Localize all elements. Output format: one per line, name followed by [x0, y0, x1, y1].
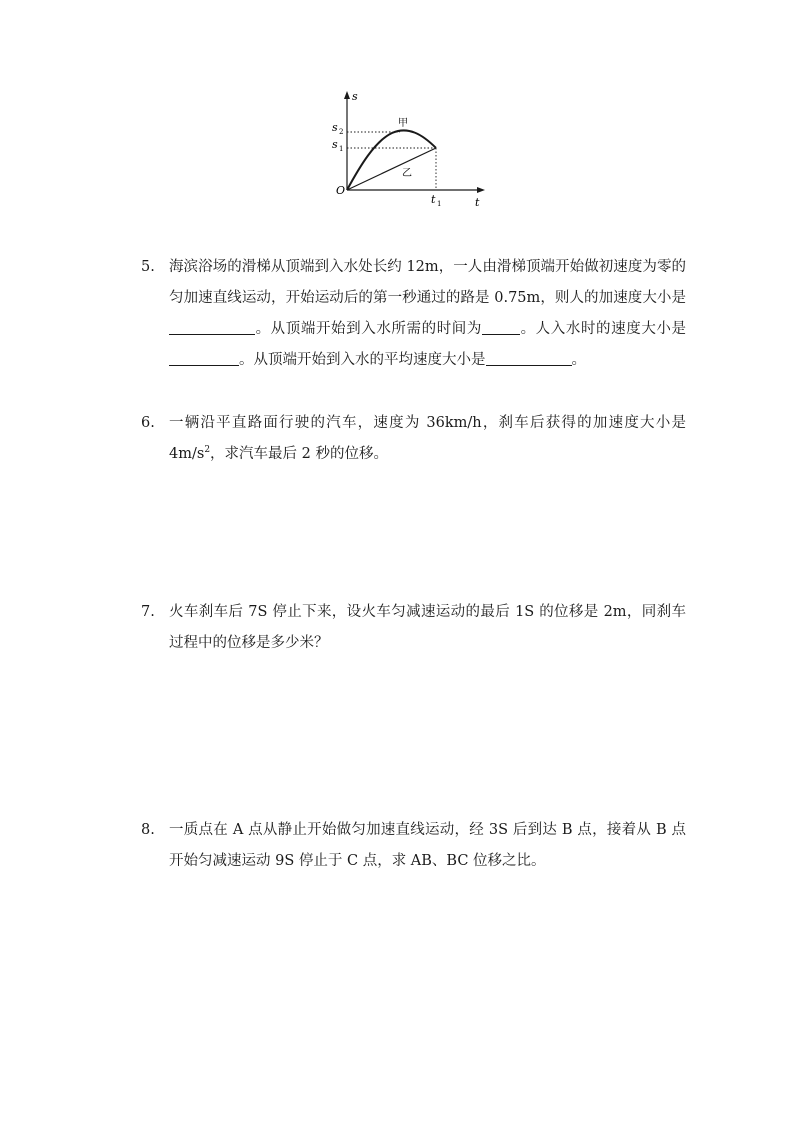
q5-text-part1: 海滨浴场的滑梯从顶端到入水处长约 12m，一人由滑梯顶端开始做初速度为零的匀加速直线运动，开始运动后的第一秒通过的路是 0.75m，则人的加速度大小是: [169, 259, 686, 306]
q6-text-part1: 一辆沿平直路面行驶的汽车，速度为 36km/h，刹车后获得的加速度大小是 4m/s: [169, 415, 686, 462]
question-6: [141, 408, 686, 470]
s1-label: s: [332, 138, 338, 151]
curve-jia: [347, 130, 436, 190]
q6-superscript: 2: [204, 445, 211, 456]
q5-text-part2: 。从顶端开始到入水所需的时间为: [255, 321, 482, 337]
q5-text-part3: 。人入水时的速度大小是: [519, 321, 687, 337]
question-number: 7.: [141, 604, 155, 620]
curve-jia-label: 甲: [398, 118, 408, 129]
question-number: 8.: [141, 822, 155, 838]
answer-blank-average-speed[interactable]: [486, 349, 572, 366]
s2-subscript: 2: [339, 128, 344, 136]
question-number: 5.: [141, 259, 155, 275]
origin-label: O: [336, 184, 346, 197]
s-t-graph: [330, 86, 490, 212]
s1-subscript: 1: [339, 145, 344, 153]
s-axis-label: s: [352, 90, 358, 103]
t-axis-arrow: [477, 187, 485, 193]
question-text: [169, 408, 686, 470]
question-5: [141, 252, 686, 376]
answer-blank-acceleration[interactable]: [169, 318, 255, 335]
t-axis-label: t: [475, 196, 480, 209]
t1-subscript: 1: [437, 200, 442, 208]
answer-blank-time[interactable]: [482, 318, 520, 335]
s-t-graph-figure: [330, 86, 490, 212]
question-number: 6.: [141, 415, 155, 431]
question-7: [141, 597, 686, 659]
line-yi: [347, 148, 436, 190]
question-text: 一质点在 A 点从静止开始做匀加速直线运动，经 3S 后到达 B 点，接着从 B 点开始匀减速运动 9S 停止于 C 点，求 AB、BC 位移之比。: [169, 822, 686, 869]
q6-text-part2: ，求汽车最后 2 秒的位移。: [210, 446, 388, 462]
question-text: 火车刹车后 7S 停止下来，设火车匀减速运动的最后 1S 的位移是 2m，同刹车过程中的位移是多少米？: [169, 604, 686, 651]
question-8: [141, 815, 686, 877]
question-text: [169, 252, 686, 376]
s2-label: s: [332, 121, 338, 134]
q5-text-part4: 。从顶端开始到入水的平均速度大小是: [239, 352, 486, 368]
line-yi-label: 乙: [402, 168, 412, 179]
q5-text-part5: 。: [571, 352, 586, 368]
t1-label: t: [431, 193, 436, 206]
s-axis-arrow: [344, 91, 350, 99]
answer-blank-final-speed[interactable]: [169, 349, 239, 366]
